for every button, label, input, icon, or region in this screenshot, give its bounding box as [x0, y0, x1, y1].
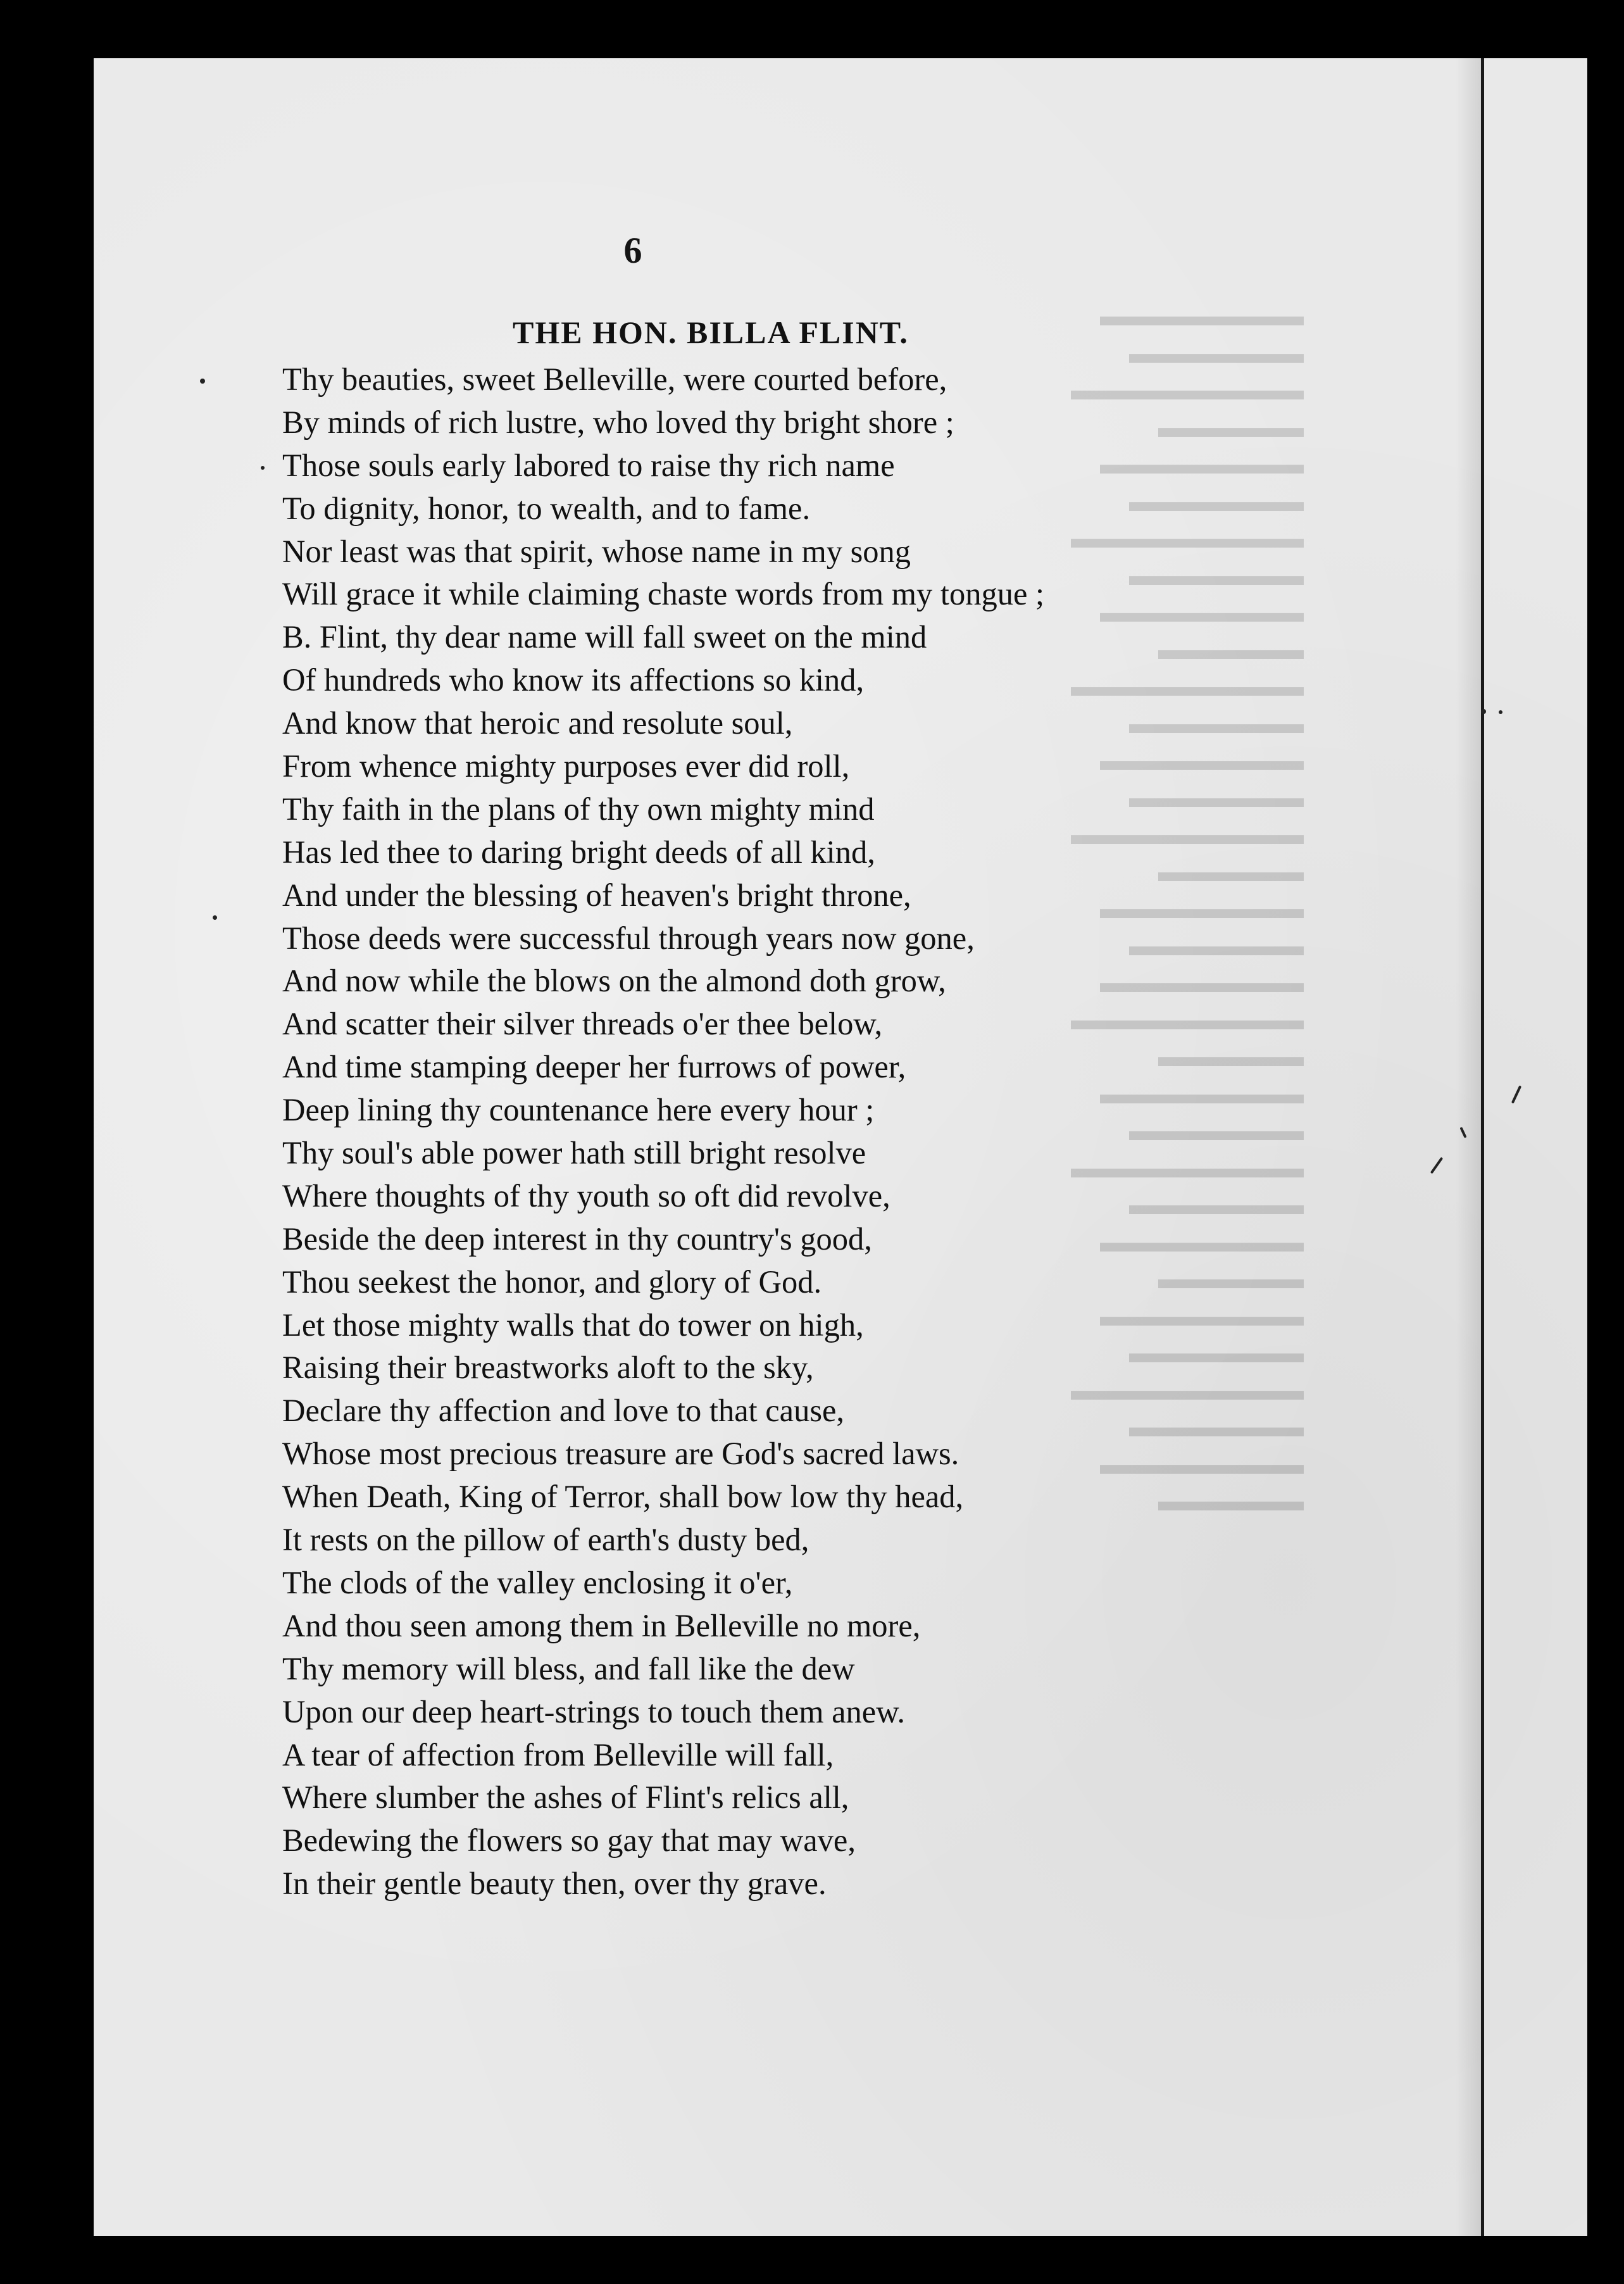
poem-line: Thy faith in the plans of thy own mighty mind — [282, 791, 875, 827]
poem-line: And time stamping deeper her furrows of power, — [282, 1049, 906, 1085]
scan-speck — [261, 466, 265, 470]
poem-line: Deep lining thy countenance here every hour ; — [282, 1092, 875, 1128]
poem-line: Those souls early labored to raise thy rich name — [282, 447, 895, 483]
poem-line: Where thoughts of thy youth so oft did revolve, — [282, 1177, 890, 1214]
poem-line: Thou seekest the honor, and glory of God. — [282, 1264, 822, 1300]
gutter-shadow — [1456, 58, 1481, 2236]
poem-line: In their gentle beauty then, over thy grave. — [282, 1866, 827, 1902]
binding-gutter-line — [1481, 58, 1484, 2236]
poem-title: THE HON. BILLA FLINT. — [513, 315, 909, 350]
poem-line: And know that heroic and resolute soul, — [282, 705, 793, 741]
poem-line: Thy soul's able power hath still bright resolve — [282, 1135, 866, 1171]
poem-line: B. Flint, thy dear name will fall sweet on the mind — [282, 619, 927, 655]
poem-line: A tear of affection from Belleville will fall, — [282, 1736, 834, 1773]
poem-line: Nor least was that spirit, whose name in my song — [282, 533, 911, 569]
poem-line: Those deeds were successful through years now gone, — [282, 920, 975, 956]
poem-line: It rests on the pillow of earth's dusty bed, — [282, 1522, 809, 1558]
poem-line: To dignity, honor, to wealth, and to fame. — [282, 490, 811, 526]
scan-speck — [1499, 710, 1502, 714]
poem-line: Raising their breastworks aloft to the sky, — [282, 1350, 814, 1386]
poem-line: The clods of the valley enclosing it o'er, — [282, 1564, 793, 1600]
poem-body — [282, 358, 1270, 1905]
poem-line: Declare thy affection and love to that cause, — [282, 1393, 845, 1429]
poem-line: Upon our deep heart-strings to touch them anew. — [282, 1693, 906, 1729]
poem-line: Thy memory will bless, and fall like the dew — [282, 1650, 855, 1686]
page-number — [0, 229, 1624, 272]
poem-line: Where slumber the ashes of Flint's relics all, — [282, 1779, 849, 1816]
poem-line: Will grace it while claiming chaste words from my tongue ; — [282, 576, 1045, 612]
poem-line: And now while the blows on the almond doth grow, — [282, 963, 946, 999]
scan-speck — [213, 915, 217, 920]
poem-line: And under the blessing of heaven's bright throne, — [282, 877, 911, 913]
poem-line: And scatter their silver threads o'er thee below, — [282, 1006, 883, 1042]
poem-line: Beside the deep interest in thy country's good, — [282, 1220, 872, 1257]
page-number-text: 6 — [623, 230, 642, 271]
poem-line: From whence mighty purposes ever did roll, — [282, 748, 850, 784]
poem-line: Whose most precious treasure are God's sacred laws. — [282, 1436, 959, 1472]
poem-line: Of hundreds who know its affections so kind, — [282, 662, 865, 698]
show-through-texture: ▬▬▬▬▬▬▬ ▬▬▬▬▬▬ ▬▬▬▬▬▬▬▬ ▬▬▬▬▬ ▬▬▬▬▬▬▬ ▬▬▬▬▬▬ ▬▬▬▬▬▬▬▬ ▬▬▬▬▬▬ ▬▬▬▬▬▬▬ ▬▬▬▬▬ ▬▬▬▬▬▬▬▬ ▬▬▬▬▬▬ ▬▬▬▬▬▬▬ ▬▬▬▬▬▬ ▬▬▬▬▬▬▬▬ ▬▬▬▬▬ ▬▬▬▬▬▬▬ ▬▬▬▬▬▬ ▬▬▬▬▬▬▬ ▬▬▬▬▬▬▬▬ ▬▬▬▬▬ ▬▬▬▬▬▬▬ ▬▬▬▬▬▬ ▬▬▬▬▬▬▬▬ ▬▬▬▬▬▬ ▬▬▬▬▬▬▬ ▬▬▬▬▬ ▬▬▬▬▬▬▬ ▬▬▬▬▬▬ ▬▬▬▬▬▬▬▬ ▬▬▬▬▬▬ ▬▬▬▬▬▬▬ ▬▬▬▬▬ — [1071, 299, 1304, 1517]
scan-speck — [200, 379, 205, 384]
poem-line: Has led thee to daring bright deeds of all kind, — [282, 834, 875, 870]
poem-line: And thou seen among them in Belleville no more, — [282, 1607, 921, 1643]
poem-line: When Death, King of Terror, shall bow low thy head, — [282, 1479, 964, 1515]
poem-line: By minds of rich lustre, who loved thy bright shore ; — [282, 404, 954, 440]
poem-line: Bedewing the flowers so gay that may wave, — [282, 1823, 856, 1859]
poem-line: Thy beauties, sweet Belleville, were courted before, — [282, 361, 947, 397]
scan-speck — [1481, 709, 1486, 714]
poem-line: Let those mighty walls that do tower on high, — [282, 1307, 864, 1343]
